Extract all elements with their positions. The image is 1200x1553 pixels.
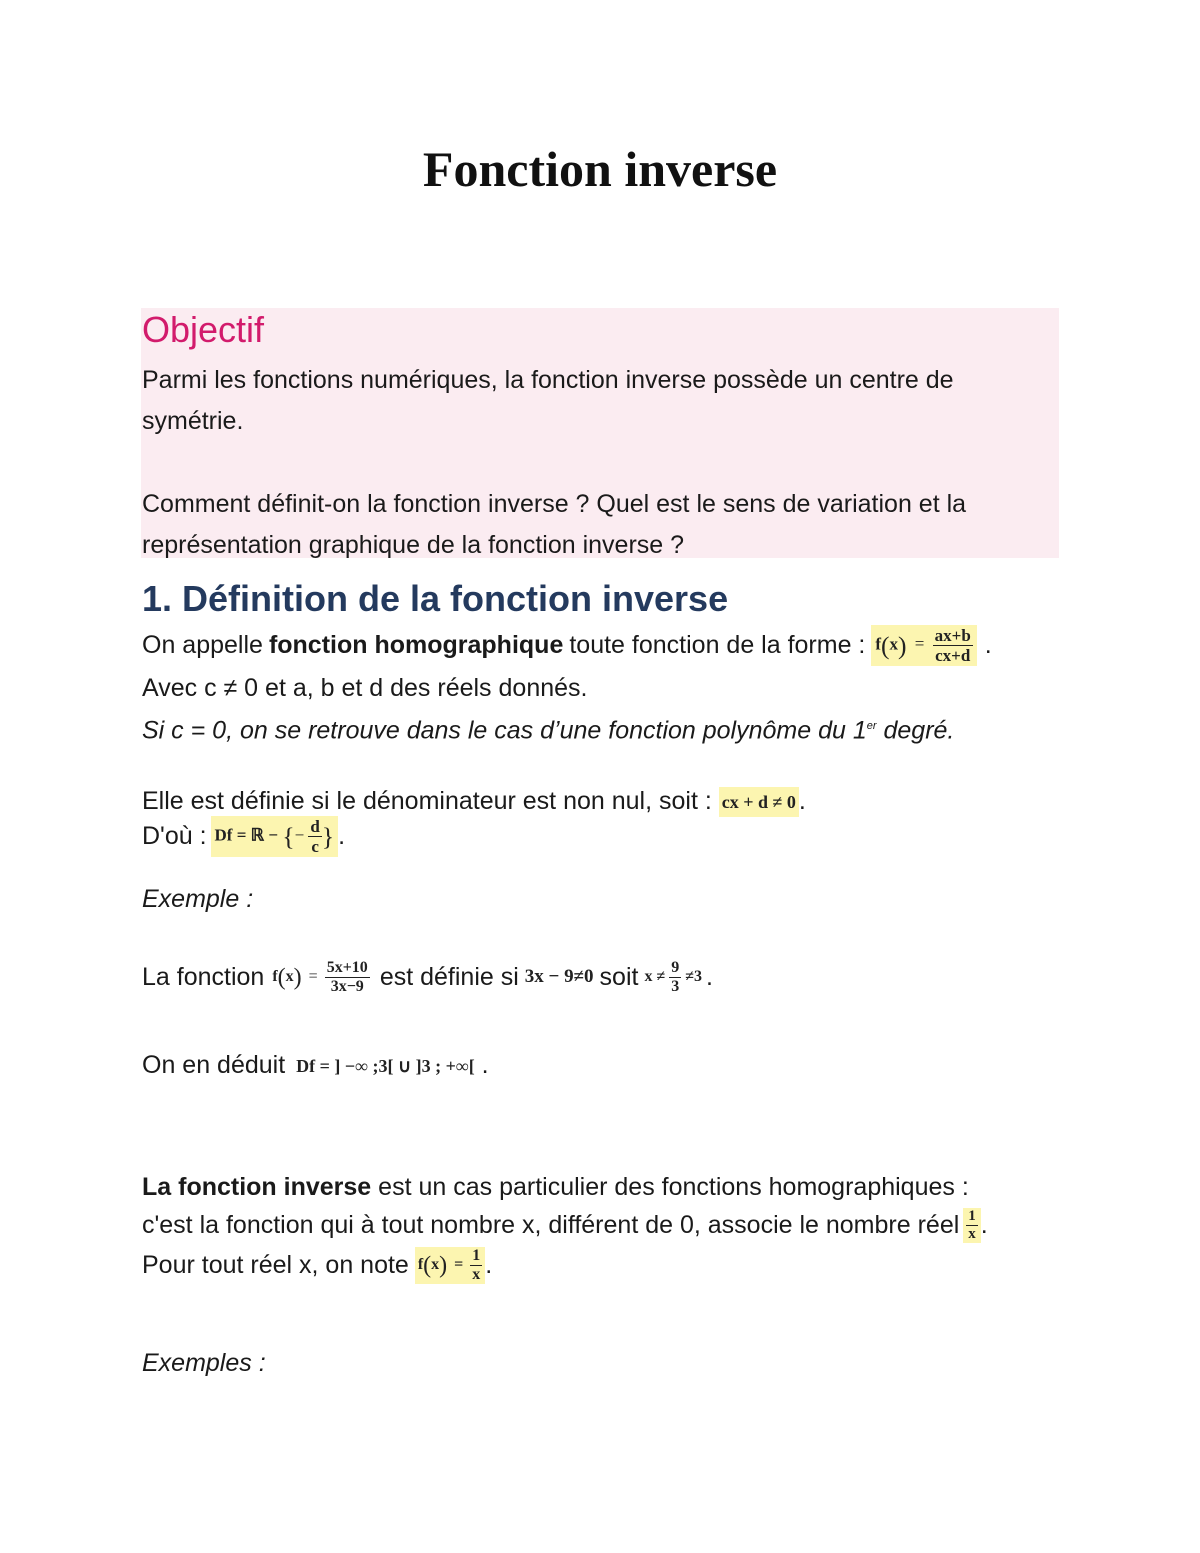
objectif-line-3: Comment définit-on la fonction inverse ? Quel est le sens de variation et la [142,490,967,518]
formula-example: f(x) = $\frac{5x+10}{3x-9}$ [272,958,368,995]
formula-domain: Df = ℝ − {− $\frac{d}{c}$ } [211,816,339,857]
formula-example-domain: Df = ] −∞ ;3[ ∪ ]3 ; +∞[ [296,1056,475,1077]
remark-text: Si c = 0, on se retrouve dans le cas d’une fonction polynôme du 1er degré. [142,716,955,745]
condition-text: Avec c ≠ 0 et a, b et d des réels donnés. [142,674,588,702]
definition-paragraph: On appelle fonction homographique toute fonction de la forme : f(x) = $\frac{ax+b}{cx+d}$ . [142,625,992,665]
example-line: La fonction f(x) = $\frac{5x+10}{3x-9}$ est définie si 3x − 9≠0 soit x ≠ $\frac{9}{3}$ ≠3 . [142,958,713,995]
definition-term: fonction homographique [268,631,564,659]
examples-label: Exemples : [142,1349,266,1377]
formula-one-over-x: $\frac{1}{x}$ [963,1208,981,1243]
formula-example-condition: 3x − 9≠0 [524,966,594,987]
inverse-definition-line-2: c'est la fonction qui à tout nombre x, différent de 0, associe le nombre réel $\frac{1}{x}$ . [142,1207,988,1242]
objectif-line-1: Parmi les fonctions numériques, la fonction inverse possède un centre de [142,366,954,394]
example-domain-line: On en déduit Df = ] −∞ ;3[ ∪ ]3 ; +∞[ . [142,1050,489,1081]
section-heading: 1. Définition de la fonction inverse [142,578,729,619]
domain-condition: Elle est définie si le dénominateur est non nul, soit : cx + d ≠ 0 . [142,786,806,817]
definition-text-post: toute fonction de la forme : [569,631,866,659]
objectif-box [141,308,1059,558]
formula-inverse: f(x) = $\frac{1}{x}$ [415,1247,485,1284]
objectif-line-2: symétrie. [142,407,244,435]
page-title: Fonction inverse [422,141,778,197]
example-label: Exemple : [142,885,254,913]
formula-denominator: cx + d ≠ 0 [719,787,799,817]
inverse-definition-line-1: La fonction inverse est un cas particulier des fonctions homographiques : [142,1173,969,1201]
objectif-heading: Objectif [142,309,265,350]
domain-result: D'où : Df = ℝ − {− $\frac{d}{c}$ } . [142,816,346,856]
inverse-definition-line-3: Pour tout réel x, on note f(x) = $\frac{1}{x}$ . [142,1246,493,1283]
objectif-line-4: représentation graphique de la fonction inverse ? [142,531,685,559]
formula-example-value: x ≠ $\frac{9}{3}$ ≠3 [644,958,703,995]
formula-homographic: f(x) = $\frac{ax+b}{cx+d}$ [871,625,976,666]
definition-text-pre: On appelle [142,631,263,659]
